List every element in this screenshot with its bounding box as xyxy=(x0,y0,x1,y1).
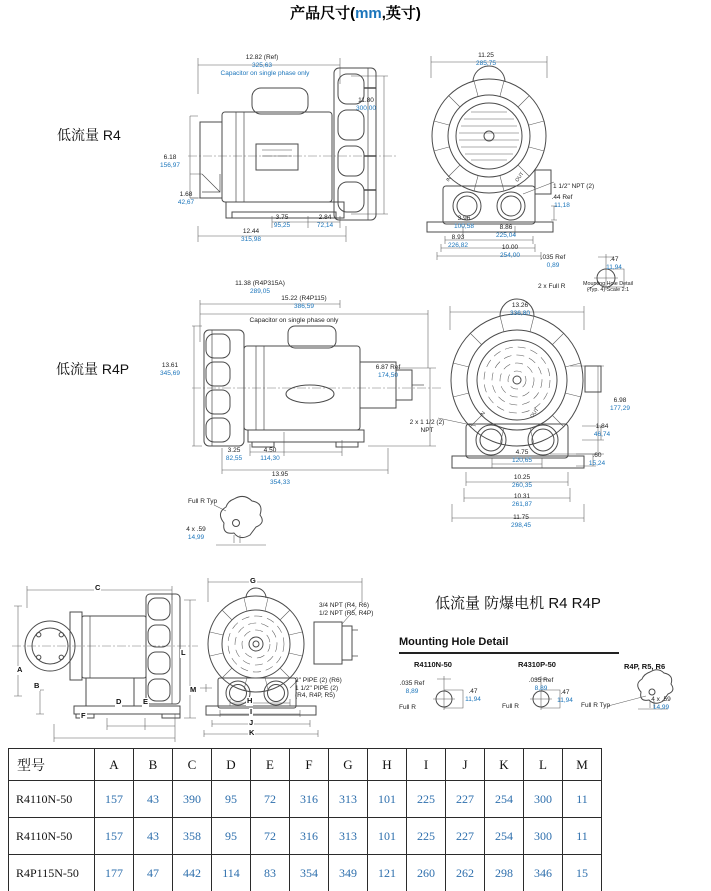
dim-r4p-base-b: 4.50 114,30 xyxy=(260,447,280,462)
r4p-side-view-drawing xyxy=(192,298,444,516)
r4-port-in-label: IN xyxy=(445,175,453,183)
value-cell: 300 xyxy=(524,781,563,818)
model-cell: R4P115N-50 xyxy=(9,855,95,891)
dim-det2-ref: .035 Ref 8,89 xyxy=(528,677,554,692)
value-cell: 390 xyxy=(173,781,212,818)
dim-r4-front-width: 11.25 285,75 xyxy=(476,52,496,67)
dim-r4-front-base-a: 8.86 225,04 xyxy=(496,224,516,239)
dim-r4p-width-115: 15.22 (R4P115) 386,59 xyxy=(281,295,327,310)
dim-r4p-overall: 13.95 354,33 xyxy=(270,471,290,486)
dim-r4-front-base-b: 8.93 226,82 xyxy=(448,234,468,249)
letter-m: M xyxy=(190,685,197,694)
value-cell: 95 xyxy=(212,818,251,855)
dim-r4p-front-base-a: 10.25 260,35 xyxy=(512,474,532,489)
dim-r4-side-overall: 12.44 315,98 xyxy=(241,228,261,243)
letter-j: J xyxy=(249,718,254,727)
dim-det2-hole: .47 11,94 xyxy=(557,689,573,704)
value-cell: 316 xyxy=(290,818,329,855)
value-cell: 11 xyxy=(563,781,602,818)
col-header-model: 型号 xyxy=(9,749,95,781)
letter-l: L xyxy=(181,648,186,657)
value-cell: 442 xyxy=(173,855,212,891)
value-cell: 316 xyxy=(290,781,329,818)
value-cell: 298 xyxy=(485,855,524,891)
det2-title: R4310P-50 xyxy=(518,660,556,669)
value-cell: 225 xyxy=(407,781,446,818)
dim-r4p-height: 13.61 345,69 xyxy=(160,362,180,377)
col-header-M: M xyxy=(563,749,602,781)
dim-det1-hole: .47 11,94 xyxy=(465,688,481,703)
value-cell: 95 xyxy=(212,781,251,818)
dim-r4p-front-base-b: 10.31 261,87 xyxy=(512,493,532,508)
value-cell: 101 xyxy=(368,781,407,818)
section-label-r4p: 低流量 R4P xyxy=(56,361,130,377)
col-header-H: H xyxy=(368,749,407,781)
dim-r4-side-foot: 1.68 42,67 xyxy=(177,191,195,206)
value-cell: 227 xyxy=(446,781,485,818)
value-cell: 260 xyxy=(407,855,446,891)
r4p-foot-detail-glyph xyxy=(214,495,272,549)
page-title-unit: mm xyxy=(355,5,382,22)
dim-r4p-front-height-ref: 6.98 177,29 xyxy=(610,397,630,412)
model-cell: R4110N-50 xyxy=(9,818,95,855)
value-cell: 43 xyxy=(134,818,173,855)
dim-r4-side-height: 11.80 300,00 xyxy=(356,97,376,112)
dim-r4p-foot-hole: 4 x .59 14,99 xyxy=(186,526,206,541)
dim-r4-side-base-a: 3.75 95,25 xyxy=(273,214,291,229)
letter-f: F xyxy=(81,711,86,720)
letter-front-view-drawing xyxy=(198,572,396,764)
value-cell: 72 xyxy=(251,818,290,855)
dim-det1-ref: .035 Ref 8,89 xyxy=(399,680,425,695)
page-title-suffix: ,英寸) xyxy=(381,5,421,22)
dim-r4p-shaft-ref: 6.87 Ref 174,50 xyxy=(375,364,401,379)
col-header-G: G xyxy=(329,749,368,781)
dimension-table xyxy=(8,748,602,891)
page-title xyxy=(0,5,711,23)
col-header-F: F xyxy=(290,749,329,781)
value-cell: 313 xyxy=(329,781,368,818)
value-cell: 47 xyxy=(134,855,173,891)
model-cell: R4110N-50 xyxy=(9,781,95,818)
r4p-port-in-label: IN xyxy=(479,410,487,418)
dim-r4-front-port-span: 3.96 100,58 xyxy=(454,215,474,230)
det3-title: R4P, R5, R6 xyxy=(624,662,666,671)
col-header-I: I xyxy=(407,749,446,781)
det3-fullr-label: Full R Typ xyxy=(581,702,611,709)
col-header-D: D xyxy=(212,749,251,781)
dim-det3-hole: 4 x .59 14,99 xyxy=(651,696,671,711)
letter-c: C xyxy=(95,583,101,592)
table-row xyxy=(9,855,602,891)
value-cell: 121 xyxy=(368,855,407,891)
r4p-capacitor-note: Capacitor on single phase only xyxy=(249,317,339,324)
letter-k: K xyxy=(249,728,255,737)
letter-side-view-drawing xyxy=(12,578,198,750)
col-header-A: A xyxy=(95,749,134,781)
value-cell: 157 xyxy=(95,781,134,818)
dim-r4p-front-port-span: 4.75 120,65 xyxy=(512,449,532,464)
value-cell: 262 xyxy=(446,855,485,891)
dim-r4-front-ref: .44 Ref 11,18 xyxy=(551,194,573,209)
value-cell: 225 xyxy=(407,818,446,855)
r4-mount-fullr-label: 2 x Full R xyxy=(538,283,566,290)
col-header-K: K xyxy=(485,749,524,781)
letter-e: E xyxy=(143,697,149,706)
letter-h: H xyxy=(247,696,253,705)
value-cell: 157 xyxy=(95,818,134,855)
r4p-port-out-label: OUT xyxy=(529,407,541,420)
page-title-prefix: 产品尺寸( xyxy=(290,5,356,22)
value-cell: 72 xyxy=(251,781,290,818)
table-row xyxy=(9,781,602,818)
value-cell: 15 xyxy=(563,855,602,891)
dim-r4p-base-a: 3.25 82,55 xyxy=(225,447,243,462)
dim-r4-mount-hole: .47 11,94 xyxy=(606,256,622,271)
value-cell: 43 xyxy=(134,781,173,818)
r4p-npt-label: 2 x 1 1/2 (2) NPT xyxy=(409,419,445,434)
dim-r4-side-width: 12.82 (Ref) 325,63 xyxy=(245,54,279,69)
value-cell: 254 xyxy=(485,818,524,855)
table-header-row xyxy=(9,749,602,781)
dim-r4p-front-port-height: 1.84 46,74 xyxy=(593,423,611,438)
value-cell: 227 xyxy=(446,818,485,855)
r4-port-out-label: OUT xyxy=(514,171,526,184)
det2-fullr-label: Full R xyxy=(502,703,519,710)
dim-r4-front-overall: 10.00 254,00 xyxy=(500,244,520,259)
table-row xyxy=(9,818,602,855)
value-cell: 101 xyxy=(368,818,407,855)
npt-note: 3/4 NPT (R4, R6) 1/2 NPT (R5, R4P) xyxy=(319,602,374,617)
letter-a: A xyxy=(17,665,23,674)
value-cell: 358 xyxy=(173,818,212,855)
value-cell: 114 xyxy=(212,855,251,891)
value-cell: 313 xyxy=(329,818,368,855)
dim-r4p-front-overall: 11.75 298,45 xyxy=(511,514,531,529)
value-cell: 177 xyxy=(95,855,134,891)
r4-mount-caption: Mounting Hole Detail (Typ. 4) Scale 2:1 xyxy=(582,281,634,293)
col-header-E: E xyxy=(251,749,290,781)
value-cell: 11 xyxy=(563,818,602,855)
dim-r4-side-base-b: 2.84 72,14 xyxy=(316,214,334,229)
value-cell: 349 xyxy=(329,855,368,891)
dim-r4-mount-ref: .035 Ref 0,89 xyxy=(540,254,566,269)
value-cell: 254 xyxy=(485,781,524,818)
section-label-r4: 低流量 R4 xyxy=(57,127,121,143)
dim-r4p-front-width: 13.26 336,80 xyxy=(510,302,530,317)
col-header-J: J xyxy=(446,749,485,781)
value-cell: 346 xyxy=(524,855,563,891)
value-cell: 83 xyxy=(251,855,290,891)
r4-capacitor-note: Capacitor on single phase only xyxy=(220,70,310,77)
det1-fullr-label: Full R xyxy=(399,704,416,711)
letter-i: I xyxy=(250,707,253,716)
det1-title: R4110N-50 xyxy=(414,660,452,669)
letter-g: G xyxy=(250,576,256,585)
col-header-C: C xyxy=(173,749,212,781)
value-cell: 300 xyxy=(524,818,563,855)
value-cell: 354 xyxy=(290,855,329,891)
explosion-proof-heading: 低流量 防爆电机 R4 R4P xyxy=(435,595,601,612)
col-header-L: L xyxy=(524,749,563,781)
letter-d: D xyxy=(116,697,122,706)
dim-r4p-front-foot: .60 15,24 xyxy=(588,452,606,467)
r4-npt-label: 1 1/2" NPT (2) xyxy=(553,183,595,190)
r4p-fullr-label: Full R Typ xyxy=(188,498,218,505)
letter-b: B xyxy=(34,681,40,690)
dim-r4-side-inlet: 6.18 156,97 xyxy=(160,154,180,169)
dim-r4p-width-315: 11.38 (R4P315A) 289,05 xyxy=(235,280,285,295)
mounting-hole-detail-title: Mounting Hole Detail xyxy=(399,636,619,654)
col-header-B: B xyxy=(134,749,173,781)
pipe-note: 2" PIPE (2) (R6) 1 1/2" PIPE (2) (R4, R4P, R5) xyxy=(295,677,342,699)
